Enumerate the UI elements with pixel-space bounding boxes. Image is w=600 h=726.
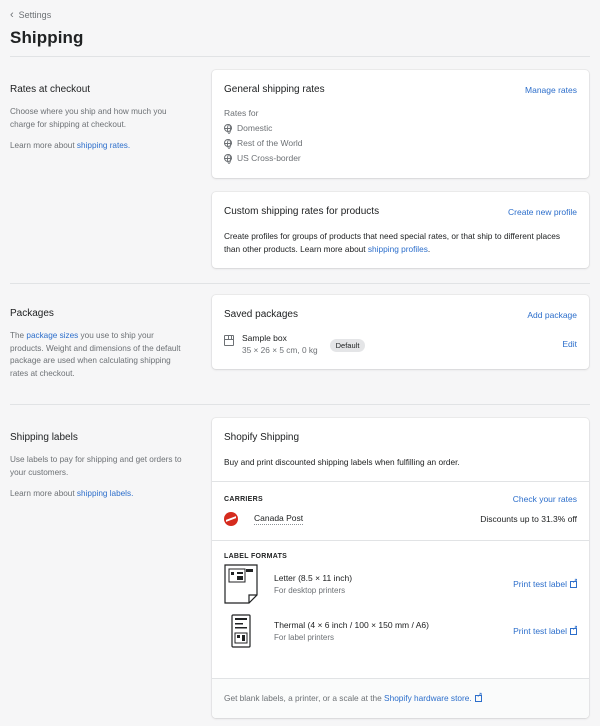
page-header	[10, 10, 84, 48]
globe-icon	[224, 124, 232, 132]
hardware-store-text: Shopify hardware store.	[384, 693, 472, 703]
section-heading: Shipping labels	[10, 432, 78, 443]
print-label-text: Print test label	[513, 626, 567, 636]
shipping-labels-link[interactable]: shipping labels.	[76, 489, 134, 498]
print-label-text: Print test label	[513, 579, 567, 589]
page-title: Shipping	[10, 28, 84, 47]
label-format-row	[224, 614, 577, 648]
desc-suffix: you use to ship your products. Weight and dimensions of the default package are used when calculating shipping rates at checkout.	[10, 331, 181, 378]
globe-icon	[224, 139, 232, 147]
section-description	[10, 330, 185, 380]
rates-for-label: Rates for	[224, 108, 259, 118]
hardware-store-link[interactable]	[384, 693, 482, 703]
package-sizes-link[interactable]: package sizes	[26, 331, 79, 340]
external-link-icon	[570, 628, 577, 635]
custom-rates-description	[224, 230, 577, 255]
zone-label: US Cross-border	[237, 153, 301, 163]
zone-item	[224, 123, 577, 133]
shopify-shipping-description: Buy and print discounted shipping labels when fulfilling an order.	[224, 457, 460, 467]
globe-icon	[224, 154, 232, 162]
label-format-row	[224, 564, 577, 604]
canada-post-logo-icon	[224, 512, 238, 526]
check-rates-link[interactable]: Check your rates	[512, 494, 577, 504]
package-row	[224, 333, 577, 355]
breadcrumb-label: Settings	[18, 10, 52, 20]
breadcrumb-back[interactable]	[10, 10, 84, 20]
zone-label: Domestic	[237, 123, 273, 133]
divider	[10, 283, 590, 284]
divider	[10, 56, 590, 57]
carrier-name: Canada Post	[254, 513, 304, 523]
thermal-label-icon	[231, 614, 251, 648]
default-badge: Default	[330, 339, 366, 352]
letter-label-icon	[224, 564, 258, 604]
carrier-row	[224, 512, 577, 526]
rates-section-info	[10, 84, 185, 162]
packages-section-info	[10, 308, 185, 389]
chevron-left-icon: ‹	[10, 8, 14, 21]
edit-package-link[interactable]: Edit	[562, 339, 577, 349]
external-link-icon	[475, 695, 482, 702]
description-text: Create profiles for groups of products that need special rates, or that ship to different places than other products. Learn more about	[224, 231, 561, 254]
card-title: Shopify Shipping	[224, 432, 300, 443]
manage-rates-link[interactable]: Manage rates	[525, 84, 577, 95]
card-footer	[212, 678, 589, 718]
labels-section-info	[10, 432, 185, 510]
section-heading: Rates at checkout	[10, 84, 91, 95]
label-formats-heading: LABEL FORMATS	[224, 553, 288, 560]
card-title: General shipping rates	[224, 84, 325, 95]
custom-rates-card	[212, 192, 589, 268]
learn-more-prefix: Learn more about	[10, 489, 77, 498]
carriers-heading: CARRIERS	[224, 495, 263, 503]
desc-prefix: The	[10, 331, 27, 340]
footer-text: Get blank labels, a printer, or a scale at the	[224, 693, 385, 703]
learn-more-text	[10, 140, 185, 153]
print-test-label-thermal[interactable]	[513, 626, 577, 636]
package-icon	[224, 335, 234, 346]
divider	[10, 404, 590, 405]
shopify-shipping-card	[212, 418, 589, 718]
create-profile-link[interactable]: Create new profile	[508, 206, 577, 217]
learn-more-text	[10, 488, 185, 501]
description-suffix: .	[427, 243, 431, 254]
section-heading: Packages	[10, 308, 54, 319]
package-dimensions: 35 × 26 × 5 cm, 0 kg	[242, 345, 318, 355]
zone-label: Rest of the World	[237, 138, 303, 148]
card-title: Saved packages	[224, 309, 298, 320]
general-rates-card	[212, 70, 589, 178]
learn-more-prefix: Learn more about	[10, 141, 77, 150]
saved-packages-card	[212, 295, 589, 369]
zone-item	[224, 153, 577, 163]
package-name: Sample box	[242, 333, 287, 343]
print-test-label-letter[interactable]	[513, 579, 577, 589]
label-formats-section	[212, 541, 589, 648]
format-subtitle: For desktop printers	[274, 586, 346, 595]
add-package-link[interactable]: Add package	[527, 309, 577, 320]
carrier-discount: Discounts up to 31.3% off	[480, 514, 577, 524]
card-title: Custom shipping rates for products	[224, 206, 380, 217]
shipping-profiles-link[interactable]: shipping profiles	[367, 243, 428, 254]
zone-item	[224, 138, 577, 148]
section-description: Choose where you ship and how much you charge for shipping at checkout.	[10, 107, 167, 129]
external-link-icon	[570, 581, 577, 588]
format-name: Thermal (4 × 6 inch / 100 × 150 mm / A6)	[274, 620, 429, 630]
shipping-rates-link[interactable]: shipping rates.	[76, 141, 131, 150]
carriers-section	[212, 482, 589, 526]
format-name: Letter (8.5 × 11 inch)	[274, 573, 353, 583]
section-description: Use labels to pay for shipping and get orders to your customers.	[10, 455, 182, 477]
format-subtitle: For label printers	[274, 633, 335, 642]
